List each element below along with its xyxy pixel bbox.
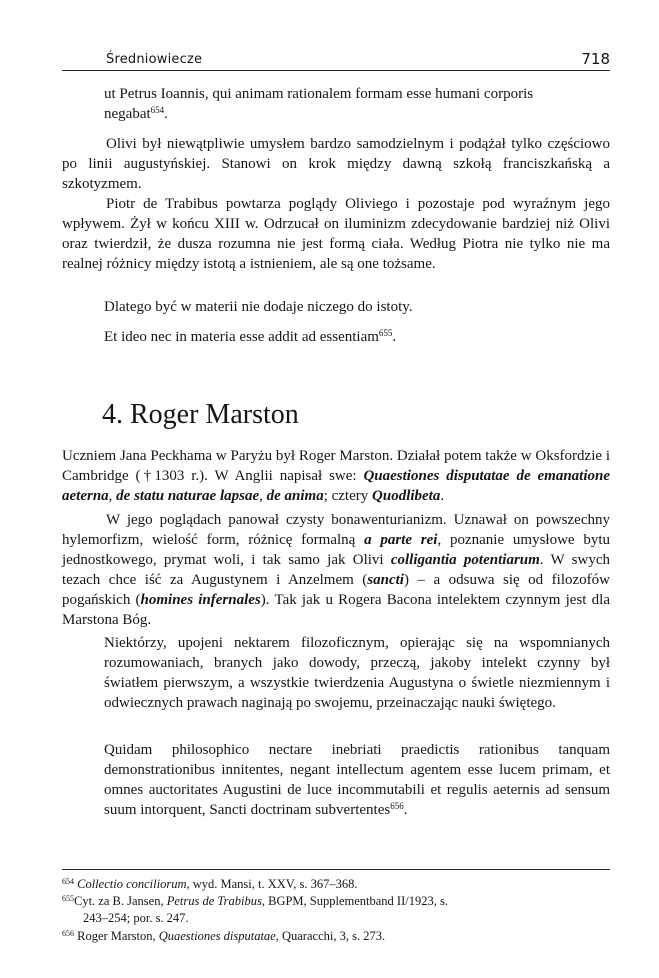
section-title-header: Średniowiecze — [106, 52, 203, 67]
paragraph-marston-2 — [62, 510, 610, 630]
text-run: Uczniem Jana Peckhama w Paryżu był Roger Marston. Działał potem także w Oksfordzie i Cambridge (†1303 r.). W Anglii napisał swe: — [62, 448, 610, 484]
text-run: , — [108, 488, 117, 504]
latin-quote-end: . — [164, 106, 168, 122]
work-title: Quodlibeta — [372, 488, 441, 504]
footnote-text: Cyt. za B. Jansen, — [74, 894, 167, 908]
page-number: 718 — [581, 50, 610, 68]
work-title: de anima — [266, 488, 324, 504]
footnote-ref-654[interactable]: 654 — [150, 105, 165, 115]
running-head — [62, 50, 610, 70]
quote-latin-marston — [104, 740, 610, 820]
latin-term: a parte rei — [364, 532, 438, 548]
work-title: Quaestiones disputatae de emanatione aeterna — [62, 468, 610, 504]
footnote-ref-656[interactable]: 656 — [390, 801, 404, 811]
text-run: . — [440, 488, 445, 504]
footnote-655 — [62, 893, 610, 927]
footnote-rule — [62, 869, 610, 870]
latin-term: homines infernales — [140, 592, 261, 608]
footnote-655-line-1 — [62, 893, 610, 910]
quote-latin-text: Quidam philosophico nectare inebriati praedictis rationibus tanquam demonstrationibus innitentes, negant intellectum agentem esse lucem primam, et omnes auctoritates Augustini de luce incommutabili et regulis aeternis ad sensum suum intorquent, Sancti doctrinam subvertentes — [104, 742, 610, 818]
latin-quote-line-2 — [104, 104, 610, 124]
footnote-text: Roger Marston, — [77, 929, 159, 943]
quote-polish-trabibus — [104, 297, 610, 317]
latin-term: sancti — [367, 572, 404, 588]
footnote-656 — [62, 928, 610, 945]
paragraph-marston-2-text — [62, 510, 610, 630]
latin-quote-text: negabat — [104, 106, 151, 122]
quote-polish-marston — [104, 633, 610, 713]
paragraph-olivi-text: Olivi był niewątpliwie umysłem bardzo samodzielnym i podążał tylko częściowo po linii augustyńskiej. Stanowi on krok między dawną szkołą franciszkańską a szkotyzmem. — [62, 136, 610, 192]
footnote-number: 654 — [62, 877, 74, 886]
quote-latin-marston-text — [104, 740, 610, 820]
quote-polish-trabibus-text: Dlatego być w materii nie dodaje niczego do istoty. — [104, 299, 413, 315]
footnote-654 — [62, 876, 610, 893]
footnote-text: , wyd. Mansi, t. XXV, s. 367–368. — [186, 877, 358, 891]
paragraph-trabibus — [62, 194, 610, 274]
text-run: ; cztery — [323, 488, 373, 504]
text-run: W jego poglądach panował czysty bonawenturianizm. Uznawał on powszechny hylemorfizm, wielość form, różnicę formalną — [62, 512, 610, 548]
header-rule — [62, 70, 610, 71]
work-title: de statu naturae lapsae — [116, 488, 260, 504]
section-heading: 4. Roger Marston — [102, 399, 299, 430]
text-run: ). Tak jak u Rogera Bacona intelektem czynnym jest dla Marstona Bóg. — [62, 592, 610, 628]
quote-latin-trabibus — [104, 327, 610, 347]
text-run: , — [259, 488, 267, 504]
text-run: . W swych tezach chce iść za Augustynem i Anzelmem ( — [62, 552, 611, 588]
latin-term: colligantia potentiarum — [390, 552, 540, 568]
footnote-ref-655[interactable]: 655 — [378, 328, 393, 338]
latin-quote-line-1: ut Petrus Ioannis, qui animam rationalem formam esse humani corporis — [104, 86, 534, 102]
paragraph-marston-1 — [62, 446, 610, 506]
quote-latin-text: Et ideo nec in materia esse addit ad essentiam — [104, 329, 379, 345]
paragraph-trabibus-text: Piotr de Trabibus powtarza poglądy Oliviego i pozostaje pod wyraźnym jego wpływem. Żył w końcu XIII w. Odrzucał on iluminizm zdecydowanie bardziej niż Olivi oraz twierdził, że dusza rozumna nie jest formą ciała. Według Piotra nie tylko nie ma realnej różnicy między istotą a istnieniem, ale są one tożsame. — [62, 196, 610, 272]
footnote-number: 656 — [62, 929, 74, 938]
quote-polish-marston-text: Niektórzy, upojeni nektarem filozoficznym, opierając się na wspomnianych rozumowaniach, branych jako dowody, przeczą, jakoby intelekt czynny był światłem pierwszym, a wszystkie twierdzenia Augustyna o świetle niezmiennym i odwiecznych prawach naginają po swojemu, przeinaczając nauki świętego. — [104, 635, 610, 711]
quote-latin-end: . — [392, 329, 397, 345]
paragraph-olivi — [62, 134, 610, 194]
footnote-work-title: Petrus de Trabibus — [166, 894, 262, 908]
footnote-655-line-2: 243–254; por. s. 247. — [83, 911, 189, 925]
quote-latin-trabibus-text — [104, 327, 610, 347]
footnote-work-title: Collectio conciliorum — [77, 877, 187, 891]
footnote-work-title: Quaestiones disputatae — [158, 929, 276, 943]
latin-quote-continued — [104, 84, 610, 124]
paragraph-marston-1-text — [62, 446, 610, 506]
footnote-text: , Quaracchi, 3, s. 273. — [275, 929, 386, 943]
text-run: , poznanie umysłowe bytu jednostkowego, prymat woli, i tak samo jak Olivi — [62, 532, 611, 568]
footnote-number: 655 — [62, 894, 74, 903]
footnote-text: , BGPM, Supplementband II/1923, s. — [261, 894, 448, 908]
text-run: ) – a odsuwa się od filozofów pogańskich ( — [62, 572, 610, 608]
quote-latin-end: . — [403, 802, 408, 818]
